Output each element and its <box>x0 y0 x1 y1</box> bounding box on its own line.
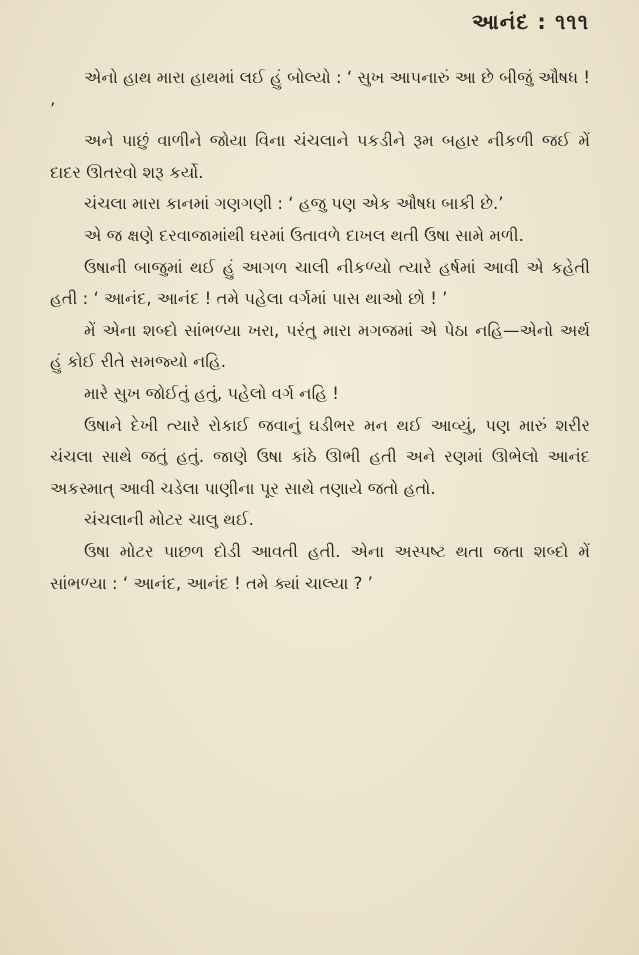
paragraph: ચંચલા મારા કાનમાં ગણગણી : ‘ હજુ પણ એક ઔષધ બાકી છે.’ <box>84 194 504 214</box>
page-body <box>50 62 590 599</box>
paragraph: અને પાછું વાળીને જોયા વિના ચંચલાને પકડીને રૂમ બહાર નીકળી જઈ મેં દાદર ઊતરવો શરૂ કર્યો. <box>50 131 590 182</box>
paragraph: ઉષા મોટર પાછળ દોડી આવતી હતી. એના અસ્પષ્ટ થતા જતા શબ્દો મેં સાંભળ્યા : ‘ આનંદ, આનંદ ! તમે ક્યાં ચાલ્યા ? ’ <box>50 541 590 593</box>
paragraph: ચંચલાની મોટર ચાલુ થઈ. <box>84 510 254 530</box>
paragraph: મારે સુખ જોઈતું હતું, પહેલો વર્ગ નહિ ! <box>84 383 339 403</box>
paragraph: મેં એના શબ્દો સાંભળ્યા ખરા, પરંતુ મારા મગજમાં એ પેઠા નહિ—એનો અર્થ હું કોઈ રીતે સમજ્યો નહિ. <box>50 320 590 372</box>
paragraph: ઉષાની બાજુમાં થઈ હું આગળ ચાલી નીકળ્યો ત્યારે હર્ષમાં આવી એ કહેતી હતી : ‘ આનંદ, આનંદ ! તમે પહેલા વર્ગમાં પાસ થાઓ છો ! ’ <box>50 257 590 309</box>
paragraph: ઉષાને દેખી ત્યારે રોકાઈ જવાનું ઘડીભર મન થઈ આવ્યું, પણ મારું શરીર ચંચલા સાથે જતું હતું. જાણે ઉષા કાંઠે ઊભી હતી અને રણમાં ઊભેલો આનંદ અકસ્માત્ આવી ચડેલા પાણીના પૂર સાથે તણાયે જતો હતો. <box>50 415 590 498</box>
paragraph: એ જ ક્ષણે દરવાજામાંથી ઘરમાં ઉતાવળે દાખલ થતી ઉષા સામે મળી. <box>84 225 524 245</box>
running-head: આનંદ : ૧૧૧ <box>472 10 589 34</box>
paragraph: એનો હાથ મારા હાથમાં લઈ હું બોલ્યો : ‘ સુખ આપનારું આ છે બીજું ઔષધ ! ’ <box>50 68 590 119</box>
